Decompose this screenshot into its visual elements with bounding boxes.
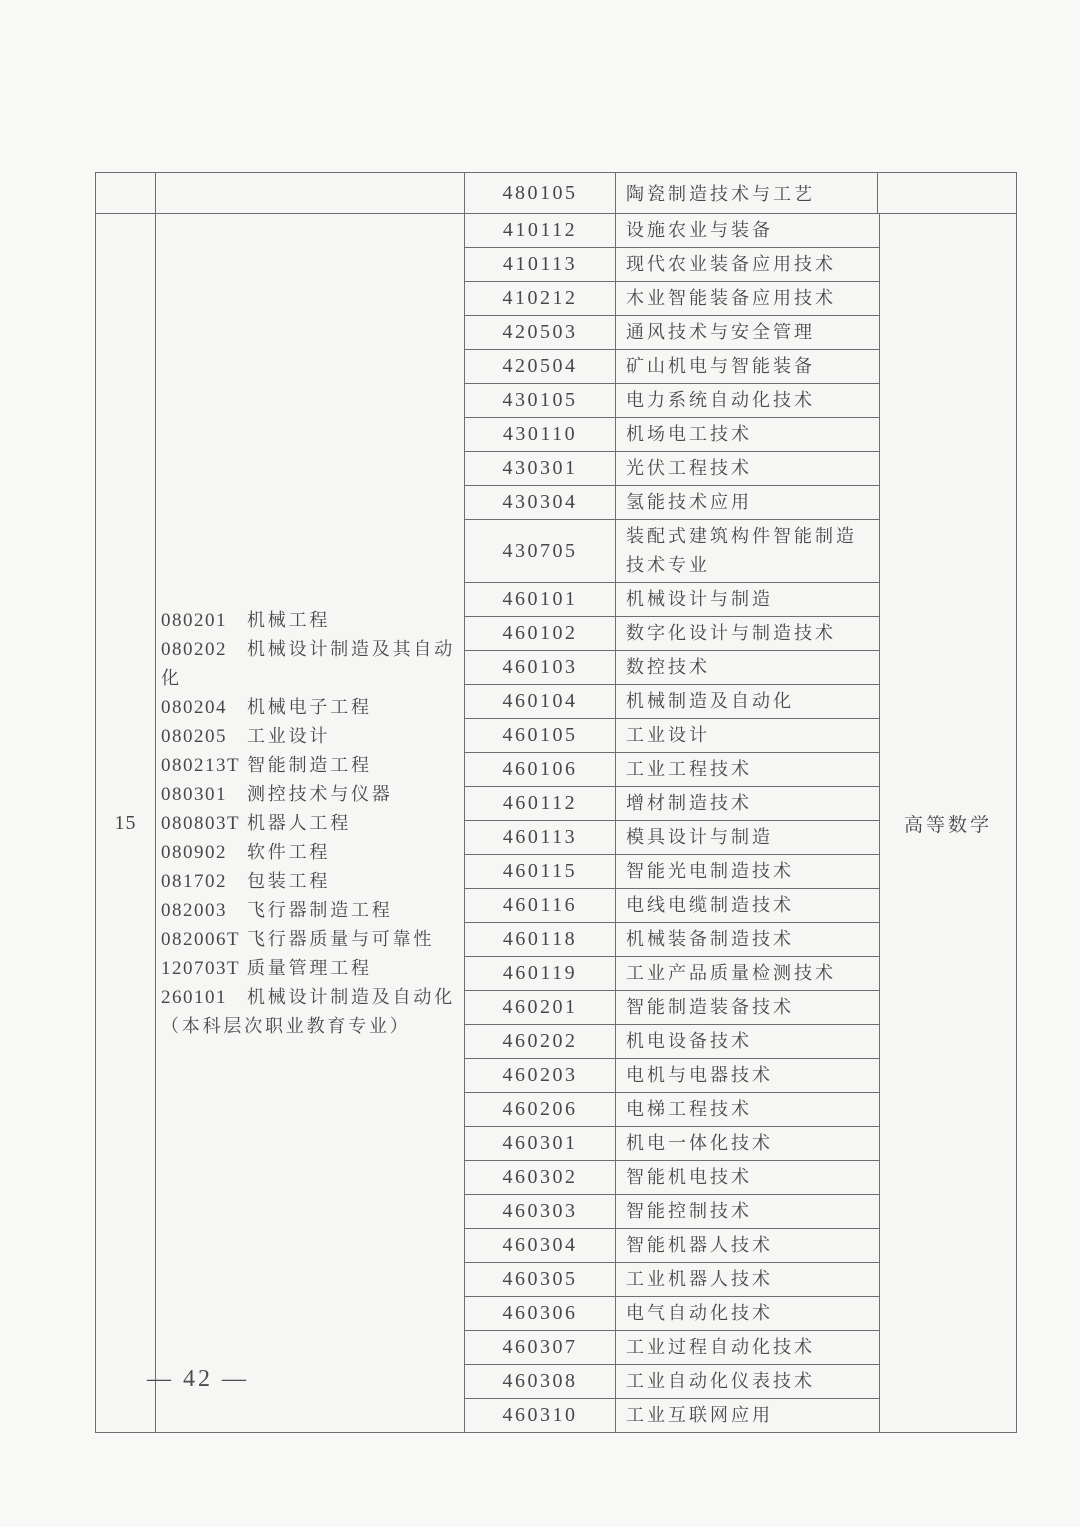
- table-row: [465, 820, 879, 854]
- vocational-major-name: 智能光电制造技术: [626, 861, 794, 881]
- vocational-major-code: 460203: [465, 1059, 616, 1092]
- table-row: [465, 888, 879, 922]
- undergraduate-major-code: 080301: [161, 783, 227, 805]
- vocational-major-code: 430105: [465, 384, 616, 417]
- undergraduate-major-item: [161, 606, 459, 635]
- vocational-major-name: 增材制造技术: [626, 793, 752, 813]
- table-row-group-15: [96, 214, 1016, 1432]
- table-row: [465, 1296, 879, 1330]
- undergraduate-major-item: [161, 925, 459, 954]
- undergraduate-major-name: 机器人工程: [247, 812, 351, 833]
- vocational-major-code: 460310: [465, 1399, 616, 1432]
- undergraduate-major-code: 120703T: [161, 957, 241, 979]
- table-row: [465, 1058, 879, 1092]
- undergraduate-cell-empty: [156, 173, 465, 213]
- exam-subject-cell-empty: [878, 173, 1016, 213]
- undergraduate-major-code: 082003: [161, 899, 227, 921]
- majors-table: [95, 172, 1017, 1433]
- vocational-major-name: 工业过程自动化技术: [626, 1337, 815, 1357]
- vocational-major-name: 工业设计: [626, 725, 710, 745]
- undergraduate-major-item: [161, 722, 459, 751]
- table-row: [465, 417, 879, 451]
- undergraduate-major-code: 080902: [161, 841, 227, 863]
- table-row: [465, 485, 879, 519]
- vocational-major-code: 460202: [465, 1025, 616, 1058]
- vocational-major-code: 460106: [465, 753, 616, 786]
- vocational-major-code: 410112: [465, 214, 616, 247]
- table-row: [465, 281, 879, 315]
- vocational-major-code: 430304: [465, 486, 616, 519]
- undergraduate-majors-list: [161, 606, 459, 1012]
- undergraduate-major-item: [161, 838, 459, 867]
- vocational-major-code: 460119: [465, 957, 616, 990]
- undergraduate-major-item: [161, 983, 459, 1012]
- vocational-major-name: 模具设计与制造: [626, 827, 773, 847]
- table-row: [465, 1126, 879, 1160]
- vocational-major-code: 460302: [465, 1161, 616, 1194]
- vocational-major-name: 智能机器人技术: [626, 1235, 773, 1255]
- vocational-major-code: 460105: [465, 719, 616, 752]
- table-row: [465, 1398, 879, 1432]
- table-row: [465, 451, 879, 485]
- page-number: — 42 —: [147, 1366, 249, 1392]
- vocational-major-name: 工业互联网应用: [626, 1405, 773, 1425]
- table-row: [465, 582, 879, 616]
- undergraduate-major-code: 080803T: [161, 812, 241, 834]
- vocational-major-name: 木业智能装备应用技术: [626, 288, 836, 308]
- vocational-major-name: 光伏工程技术: [626, 458, 752, 478]
- table-row: [465, 718, 879, 752]
- vocational-major-name: 机电设备技术: [626, 1031, 752, 1051]
- undergraduate-major-item: [161, 693, 459, 722]
- table-row: [465, 1092, 879, 1126]
- table-row-carryover: [96, 173, 1016, 214]
- undergraduate-major-name: 飞行器质量与可靠性: [247, 928, 435, 949]
- vocational-major-name: 数字化设计与制造技术: [626, 623, 836, 643]
- vocational-major-code: 410212: [465, 282, 616, 315]
- row-number-cell: 15: [96, 214, 156, 1432]
- table-row: [465, 752, 879, 786]
- vocational-major-name: 智能制造装备技术: [626, 997, 794, 1017]
- undergraduate-major-name: 工业设计: [247, 725, 331, 746]
- vocational-major-name: 机械制造及自动化: [626, 691, 794, 711]
- undergraduate-major-name: 飞行器制造工程: [247, 899, 393, 920]
- vocational-major-code: 460308: [465, 1365, 616, 1398]
- vocational-major-code: 460304: [465, 1229, 616, 1262]
- vocational-major-name: 通风技术与安全管理: [626, 322, 815, 342]
- vocational-major-name: 矿山机电与智能装备: [626, 356, 815, 376]
- exam-subject-cell: 高等数学: [903, 814, 992, 836]
- row-number-cell-empty: [96, 173, 156, 213]
- vocational-major-name: 氢能技术应用: [626, 492, 752, 512]
- table-row: [465, 383, 879, 417]
- vocational-major-name: 设施农业与装备: [626, 220, 773, 240]
- undergraduate-major-name: 质量管理工程: [247, 957, 372, 978]
- vocational-major-code: 460206: [465, 1093, 616, 1126]
- vocational-major-code: 460306: [465, 1297, 616, 1330]
- undergraduate-major-item: [161, 780, 459, 809]
- table-row: [465, 854, 879, 888]
- undergraduate-major-name: 软件工程: [247, 841, 331, 862]
- undergraduate-major-code: 260101: [161, 986, 227, 1008]
- undergraduate-major-code: 080213T: [161, 754, 241, 776]
- vocational-major-code: 460305: [465, 1263, 616, 1296]
- vocational-major-code: 460303: [465, 1195, 616, 1228]
- undergraduate-major-code: 080202: [161, 638, 227, 660]
- undergraduate-major-name: 包装工程: [247, 870, 331, 891]
- vocational-majors-list: [465, 214, 879, 1432]
- table-row: [465, 956, 879, 990]
- vocational-major-code: 460301: [465, 1127, 616, 1160]
- vocational-major-code: 460113: [465, 821, 616, 854]
- table-row: [465, 1364, 879, 1398]
- vocational-major-name: 工业自动化仪表技术: [626, 1371, 815, 1391]
- vocational-major-code: 460104: [465, 685, 616, 718]
- vocational-major-code: 460307: [465, 1331, 616, 1364]
- table-row: [465, 1262, 879, 1296]
- undergraduate-major-name: 机械设计制造及自动化: [247, 986, 455, 1007]
- vocational-major-name: 智能控制技术: [626, 1201, 752, 1221]
- vocational-major-name: 电力系统自动化技术: [626, 390, 815, 410]
- table-row: [465, 922, 879, 956]
- vocational-major-name: 电机与电器技术: [626, 1065, 773, 1085]
- vocational-major-name: 现代农业装备应用技术: [626, 254, 836, 274]
- table-row: [465, 1330, 879, 1364]
- vocational-major-name: 数控技术: [626, 657, 710, 677]
- undergraduate-major-item: [161, 751, 459, 780]
- table-row: [465, 990, 879, 1024]
- vocational-major-name: 工业工程技术: [626, 759, 752, 779]
- vocational-name-cell: 陶瓷制造技术与工艺: [616, 173, 878, 213]
- undergraduate-major-name: 测控技术与仪器: [247, 783, 393, 804]
- vocational-code-cell: 480105: [465, 173, 616, 213]
- vocational-major-code: 460101: [465, 583, 616, 616]
- undergraduate-major-item: [161, 867, 459, 896]
- undergraduate-major-code: 080204: [161, 696, 227, 718]
- vocational-major-code: 460201: [465, 991, 616, 1024]
- vocational-major-code: 460115: [465, 855, 616, 888]
- vocational-major-name: 机械设计与制造: [626, 589, 773, 609]
- vocational-major-code: 420503: [465, 316, 616, 349]
- vocational-major-name: 电梯工程技术: [626, 1099, 752, 1119]
- table-row: [465, 1194, 879, 1228]
- vocational-majors-columns: [465, 214, 880, 1432]
- vocational-major-code: 430705: [465, 520, 616, 582]
- vocational-major-code: 410113: [465, 248, 616, 281]
- vocational-major-code: 430301: [465, 452, 616, 485]
- vocational-major-code: 460118: [465, 923, 616, 956]
- undergraduate-major-code: 080201: [161, 609, 227, 631]
- undergraduate-major-item: [161, 635, 459, 693]
- table-row: [465, 616, 879, 650]
- vocational-major-name: 机电一体化技术: [626, 1133, 773, 1153]
- table-row: [465, 247, 879, 281]
- undergraduate-major-item: [161, 809, 459, 838]
- table-row: [465, 1228, 879, 1262]
- vocational-major-code: 430110: [465, 418, 616, 451]
- undergraduate-major-code: 081702: [161, 870, 227, 892]
- vocational-major-name: 机械装备制造技术: [626, 929, 794, 949]
- undergraduate-major-code: 082006T: [161, 928, 241, 950]
- vocational-major-name: 机场电工技术: [626, 424, 752, 444]
- table-row: [465, 349, 879, 383]
- undergraduate-major-name: 智能制造工程: [247, 754, 372, 775]
- undergraduate-major-item: [161, 896, 459, 925]
- vocational-major-name: 电线电缆制造技术: [626, 895, 794, 915]
- vocational-major-code: 460112: [465, 787, 616, 820]
- vocational-major-name: 智能机电技术: [626, 1167, 752, 1187]
- undergraduate-major-code: 080205: [161, 725, 227, 747]
- undergraduate-major-name: 机械工程: [247, 609, 331, 630]
- undergraduate-major-name: 机械设计制造及其自动化: [161, 638, 455, 688]
- table-row: [465, 315, 879, 349]
- vocational-major-name: 工业机器人技术: [626, 1269, 773, 1289]
- vocational-major-code: 460102: [465, 617, 616, 650]
- undergraduate-majors-cell: [156, 214, 465, 1432]
- vocational-major-name: 电气自动化技术: [626, 1303, 773, 1323]
- table-row: [465, 1024, 879, 1058]
- undergraduate-major-name: 机械电子工程: [247, 696, 372, 717]
- table-row: [465, 786, 879, 820]
- vocational-major-code: 420504: [465, 350, 616, 383]
- vocational-major-name: 装配式建筑构件智能制造技术专业: [626, 526, 857, 575]
- table-row: [465, 684, 879, 718]
- table-row: [465, 214, 879, 247]
- undergraduate-note: （本科层次职业教育专业）: [161, 1015, 411, 1036]
- vocational-major-name: 工业产品质量检测技术: [626, 963, 836, 983]
- table-row: [465, 1160, 879, 1194]
- undergraduate-major-item: [161, 954, 459, 983]
- vocational-major-code: 460103: [465, 651, 616, 684]
- table-row: [465, 519, 879, 582]
- table-row: [465, 650, 879, 684]
- vocational-major-code: 460116: [465, 889, 616, 922]
